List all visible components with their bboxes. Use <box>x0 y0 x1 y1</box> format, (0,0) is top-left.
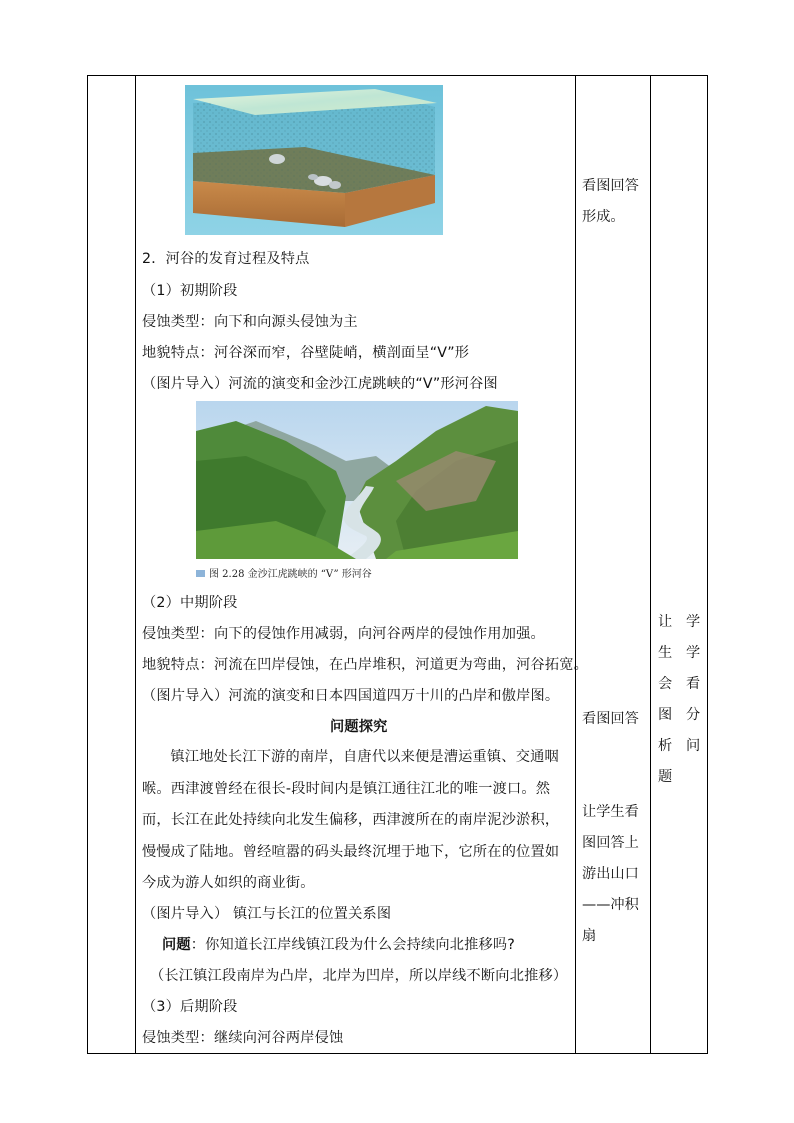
student-note-2: 看图回答 <box>582 711 639 727</box>
table-divider-1 <box>135 76 136 1053</box>
stage2-erosion: 侵蚀类型：向下的侵蚀作用减弱，向河谷两岸的侵蚀作用加强。 <box>142 626 545 642</box>
inquiry-title: 问题探究 <box>330 719 388 735</box>
stage1-erosion: 侵蚀类型：向下和向源头侵蚀为主 <box>142 314 358 330</box>
stage1-title: （1）初期阶段 <box>142 283 238 299</box>
photo-caption-text: 图 2.28 金沙江虎跳峡的 “V” 形河谷 <box>209 569 372 580</box>
photo-caption <box>196 565 372 580</box>
stage2-image-note: （图片导入）河流的演变和日本四国道四万十川的凸岸和傲岸图。 <box>142 688 560 704</box>
heading-valley-development: 2．河谷的发育过程及特点 <box>142 251 310 267</box>
inquiry-image-note: （图片导入） 镇江与长江的位置关系图 <box>142 906 392 922</box>
student-note-1: 看图回答形成。 <box>582 178 639 225</box>
intent-column-a: 让生会图析题 <box>658 614 673 785</box>
stage1-landform: 地貌特点：河谷深而窄，谷壁陡峭，横剖面呈“V”形 <box>142 345 470 361</box>
table-border-left <box>87 76 88 1053</box>
question-text: ：你知道长江岸线镇江段为什么会持续向北推移吗? <box>190 937 516 953</box>
intent-column-b: 学学看分问 <box>686 614 701 754</box>
stage2-title: （2）中期阶段 <box>142 595 238 611</box>
stage2-landform: 地貌特点：河流在凹岸侵蚀，在凸岸堆积，河道更为弯曲，河谷拓宽。 <box>142 657 589 673</box>
table-divider-2 <box>575 76 576 1053</box>
caption-marker <box>196 570 205 577</box>
student-note-3: 让学生看图回答上游出山口——冲积扇 <box>582 804 639 944</box>
stage3-erosion: 侵蚀类型：继续向河谷两岸侵蚀 <box>142 1030 344 1046</box>
river-block-diagram <box>185 85 443 235</box>
question-line <box>162 935 515 955</box>
stage3-title: （3）后期阶段 <box>142 999 238 1015</box>
stage1-image-note: （图片导入）河流的演变和金沙江虎跳峡的“V”形河谷图 <box>142 376 498 392</box>
question-label: 问题 <box>162 937 191 953</box>
v-valley-photo <box>196 401 518 559</box>
table-border-right <box>707 76 708 1053</box>
answer-line: （长江镇江段南岸为凸岸，北岸为凹岸，所以岸线不断向北推移） <box>150 968 568 984</box>
inquiry-paragraph: 镇江地处长江下游的南岸，自唐代以来便是漕运重镇、交通咽喉。西津渡曾经在很长-段时间内是镇江通往江北的唯一渡口。然而，长江在此处持续向北发生偏移，西津渡所在的南岸泥沙淤积，慢慢成了陆地。曾经喧嚣的码头最终沉埋于地下，它所在的位置如今成为游人如织的商业街。 <box>142 749 560 891</box>
